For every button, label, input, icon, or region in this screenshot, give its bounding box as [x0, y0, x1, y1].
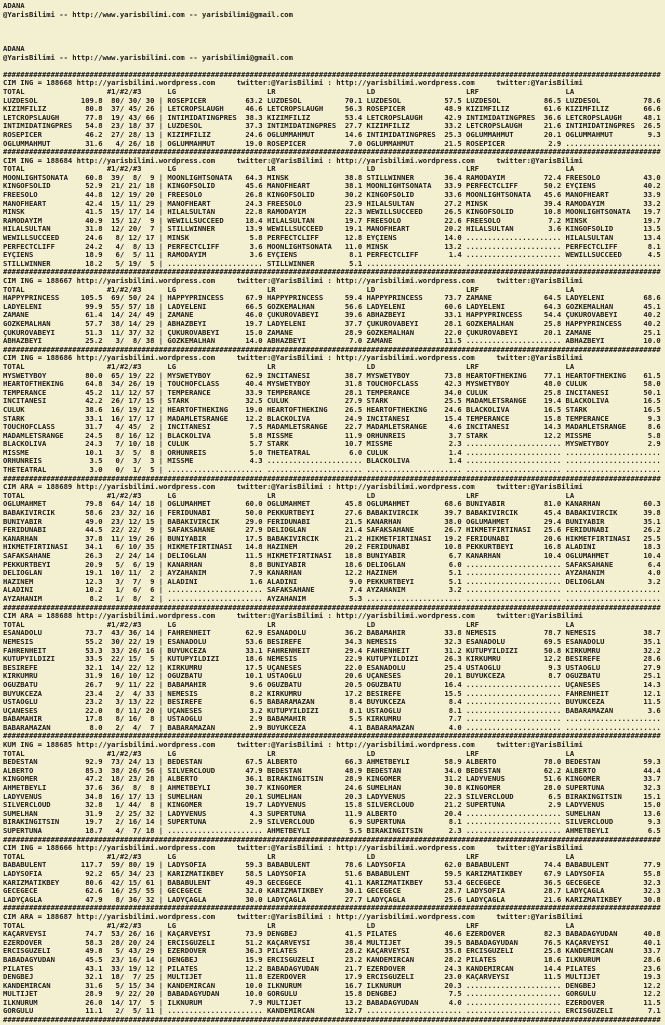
column-header-line: TOTAL #1/#2/#3 LG LR LD LRF LA: [3, 620, 575, 629]
table-row-line: LUZDESOL 109.8 80/ 30/ 30 | ROSEPICER 63.2 LUZDESOL 70.1 LUZDESOL 57.5 LUZDESOL 86.5 LUZDESOL 78.6: [3, 96, 665, 105]
table-row-line: FERIDUNABI 44.5 22/ 22/ 9 | SAFAKSAHANE 27.9 DELIOGLAN 21.4 SAFAKSAHANE 26.7 HIKMETFIRTINASI 25.6 FERIDUNABI 26.2: [3, 526, 665, 535]
table-row-line: SUMELHAN 31.9 2/ 25/ 32 | LADYVENÜS 4.3 SUPERTUNA 11.9 ALBERTO 20.4 ...................... SUMELHAN 13.6: [3, 809, 665, 818]
race-table: [3, 904, 665, 1016]
table-row-line: DENGBEJ 32.1 18/ 7/ 25 | MULTIJET 11.8 EZERDÖVER 17.9 ERCISGÜZELI 23.0 KAÇARVEYSI 11.5 MULTIJET 19.3: [3, 973, 665, 982]
table-row-line: BABABÜLENT 117.7 59/ 80/ 19 | LADYSOFIA 59.3 BABABÜLENT 78.6 LADYSOFIA 62.0 BABABÜLENT 74.4 BABABÜLENT 77.9: [3, 861, 665, 870]
column-header-line: TOTAL #1/#2/#3 LG LR LD LRF LA: [3, 749, 575, 758]
table-row-line: GÖZKEMALHAN 57.7 38/ 14/ 29 | ABHAZBEYI 19.7 LADYELENI 37.7 ÇUKUROVABEYI 28.1 GÖZKEMALHAN 25.8 HAPPYPRINCESS 40.2: [3, 319, 665, 328]
separator-line: ########################################################################################################################################################: [3, 70, 661, 79]
table-row-line: UÇANESES 22.0 8/ 11/ 20 | UÇANESES 3.2 KUTUPYILDIZI 8.1 USTAOGLU 8.1 ...................... BABARAMAZAN 3.6: [3, 706, 665, 715]
table-row-line: BLACKOLIVA 24.3 7/ 10/ 18 | CÜLÜK 5.7 STARK 10.7 MISSME 2.3 ...................... MYSWETYBOY 2.9: [3, 440, 665, 449]
table-row-line: ALBERTO 85.3 38/ 26/ 56 | SILVERCLOUD 47.9 BEDESTAN 48.9 BEDESTAN 34.0 BEDESTAN 62.2 ALBERTO 44.4: [3, 766, 665, 775]
separator-line: ########################################################################################################################################################: [3, 603, 661, 612]
table-row-line: ERCISGÜZELI 49.8 5/ 43/ 29 | EZERDÖVER 36.3 PILATES 28.2 KAÇARVEYSI 35.8 ERCISGÜZELI 25.8 KANDEMIRCAN 33.7: [3, 947, 665, 956]
column-header-line: TOTAL #1/#2/#3 LG LR LD LRF LA: [3, 491, 575, 500]
table-row-line: BABARAMAZAN 8.0 2/ 4/ 7 | BABARAMAZAN 2.9 BÜYÜKCEZA 4.1 BABARAMAZAN 4.0 ...................... ......................: [3, 723, 665, 732]
separator-line: ########################################################################################################################################################: [3, 1016, 661, 1025]
table-row-line: TOUCHOFCLASS 31.7 4/ 45/ 2 | INCITANESI 7.5 MADAMLETSRANGE 22.7 MADAMLETSRANGE 4.6 INCITANESI 14.3 MADAMLETSRANGE 8.6: [3, 423, 665, 432]
separator-line: ########################################################################################################################################################: [3, 148, 661, 157]
tables-container: [3, 71, 665, 1025]
table-row-line: FREESOLO 44.8 12/ 19/ 20 | FREESOLO 26.8 KINGOFSOLID 30.2 KINGOFSOLID 33.6 MOONLIGHTSONATA 45.6 MANOFHEART 33.9: [3, 191, 665, 200]
table-row-line: DELIOGLAN 19.1 10/ 11/ 2 | AYZAHANIM 7.9 KANARHAN 12.2 HAZINEM 5.1 ...................... AYZAHANIM 4.0: [3, 569, 665, 578]
table-row-line: STILLWINNER 18.2 5/ 19/ 5 | ...................... STILLWINNER 5.1 ...................... ...................... ......................: [3, 259, 665, 268]
table-row-line: AYZAHANIM 8.2 1/ 8/ 2 | ...................... AYZAHANIM 5.3 ...................... ...................... ......................: [3, 594, 665, 603]
table-row-line: BABAKIVIRCIK 58.6 23/ 32/ 16 | FERIDUNABI 50.0 PEKKURTBEYI 27.6 BABAKIVIRCIK 39.7 BABAKIVIRCIK 45.4 BABAKIVIRCIK 39.8: [3, 509, 665, 518]
table-row-line: LADYSOFIA 92.2 65/ 34/ 23 | KARIZMATIKBEY 58.5 LADYSOFIA 51.6 BABABÜLENT 59.5 KARIZMATIKBEY 67.9 LADYSOFIA 55.8: [3, 869, 665, 878]
table-row-line: KINGOFSOLID 52.9 21/ 21/ 18 | KINGOFSOLID 45.6 MANOFHEART 38.1 MOONLIGHTSONATA 33.9 PERFECTCLIFF 50.2 EYÇIENS 40.2: [3, 182, 665, 191]
table-row-line: KINGOMER 47.2 18/ 23/ 28 | ALBERTO 36.1 BIRAKINGITSIN 28.9 KINGOMER 31.2 LADYVENÜS 51.6 KINGOMER 33.7: [3, 775, 665, 784]
table-row-line: SILVERCLOUD 32.8 1/ 44/ 8 | KINGOMER 19.7 LADYVENÜS 15.8 SILVERCLOUD 21.2 SUPERTUNA 2.9 LADYVENÜS 15.0: [3, 801, 665, 810]
table-row-line: MANOFHEART 42.4 15/ 11/ 29 | MANOFHEART 24.3 FREESOLO 23.9 HILALSULTAN 27.2 MINSK 39.4 RAMODAYIM 33.2: [3, 199, 665, 208]
table-row-line: HAZINEM 12.3 3/ 7/ 9 | ALADINI 1.6 ALADINI 9.0 PEKKURTBEYI 5.1 ...................... DELIOGLAN 3.2: [3, 577, 665, 586]
separator-line: ########################################################################################################################################################: [3, 835, 661, 844]
table-row-line: PEKKURTBEYI 20.9 5/ 6/ 19 | KANARHAN 8.8 BUNIYABIR 18.6 DELIOGLAN 6.0 ...................... SAFAKSAHANE 6.4: [3, 560, 665, 569]
table-source-line: KUM ING = 188685 http://yarisbilimi.wordpress.com twitter:@YarisBilimi : http://yarisbilimi.wordpress.com twitter:@YarisBilimi: [3, 741, 583, 750]
table-row-line: SUPERTUNA 18.7 4/ 7/ 18 | ...................... AHMETBEYLI 5.5 BIRAKINGITSIN 2.3 ...................... AHMETBEYLI 6.5: [3, 827, 665, 835]
table-source-line: CIM ING = 188668 http://yarisbilimi.wordpress.com twitter:@YarisBilimi : http://yarisbilimi.wordpress.com twitter:@YarisBilimi: [3, 79, 583, 88]
table-row-line: WEWILLSUCCEED 24.6 8/ 12/ 17 | MINSK 5.8 PERFECTCLIFF 12.8 EYÇIENS 14.0 ...................... HILALSULTAN 13.4: [3, 234, 665, 243]
table-row-line: PILATES 43.1 33/ 19/ 12 | PILATES 12.2 BABADAGYUDAN 21.7 EZERDÖVER 24.3 KANDEMIRCAN 14.4 PILATES 23.6: [3, 964, 665, 973]
table-source-line: CIM ING = 188667 http://yarisbilimi.wordpress.com twitter:@YarisBilimi : http://yarisbilimi.wordpress.com twitter:@YarisBilimi: [3, 277, 583, 285]
separator-line: ########################################################################################################################################################: [3, 474, 661, 483]
table-row-line: LETCROPSLAUGH 77.8 19/ 43/ 66 | INTIMIDATINGPRES 38.3 KIZIMFILIZ 53.4 LETCROPSLAUGH 42.9 INTIMIDATINGPRES 36.6 LETCROPSLAUGH 48.1: [3, 113, 665, 122]
column-header-line: TOTAL #1/#2/#3 LG LR LD LRF LA: [3, 165, 575, 174]
race-table: [3, 732, 665, 835]
table-row-line: BÜYÜKCEZA 23.4 2/ 4/ 33 | NEMESIS 8.2 KIRKUMRU 17.2 BESIREFE 15.5 ...................... FAHRENHEIT 12.1: [3, 689, 665, 698]
column-header-line: TOTAL #1/#2/#3 LG LR LD LRF LA: [3, 87, 575, 96]
table-row-line: NEMESIS 55.2 30/ 22/ 19 | ESANADOLU 53.6 BESIREFE 34.3 NEMESIS 32.3 ESANADOLU 69.5 ESANADOLU 35.1: [3, 637, 665, 646]
table-row-line: TEMPERANCE 45.2 11/ 12/ 57 | TEMPERANCE 33.9 TEMPERANCE 28.1 TEMPERANCE 34.0 CÜLÜK 25.8 INCITANESI 50.1: [3, 388, 665, 397]
separator-line: ########################################################################################################################################################: [3, 345, 661, 354]
table-row-line: KIRKUMRU 31.9 16/ 10/ 12 | OGUZBATU 10.1 USTAOGLU 20.6 UÇANESES 20.1 BÜYÜKCEZA 8.7 OGUZBATU 25.1: [3, 672, 665, 681]
column-header-line: TOTAL #1/#2/#3 LG LR LD LRF LA: [3, 285, 575, 294]
table-row-line: AHMETBEYLI 37.6 36/ 8/ 8 | AHMETBEYLI 30.7 KINGOMER 24.6 SUMELHAN 30.8 KINGOMER 28.0 SUPERTUNA 32.3: [3, 784, 665, 793]
table-row-line: EYÇIENS 18.9 6/ 5/ 11 | RAMODAYIM 3.6 EYÇIENS 8.1 PERFECTCLIFF 1.4 ...................... WEWILLSUCCEED 4.5: [3, 251, 665, 260]
table-row-line: ROSEPICER 46.2 27/ 28/ 13 | KIZIMFILIZ 24.6 OGLUMMAHMUT 14.6 INTIMIDATINGPRES 25.3 OGLUMMAHMUT 20.1 OGLUMMAHMUT 9.3: [3, 130, 665, 139]
race-table: [3, 836, 665, 905]
table-row-line: EZERDÖVER 58.3 28/ 20/ 24 | ERCISGÜZELI 51.2 KAÇARVEYSI 38.4 MULTIJET 39.5 BABADAGYUDAN 76.5 KAÇARVEYSI 40.1: [3, 938, 665, 947]
table-row-line: LADYELENI 99.9 55/ 57/ 18 | LADYELENI 66.5 GÖZKEMALHAN 56.6 LADYELENI 60.6 LADYELENI 64.3 GÖZKEMALHAN 45.1: [3, 302, 665, 311]
byline: @YarisBilimi -- http://www.yarisbilimi.com -- yarisbilimi@gmail.com: [3, 53, 293, 62]
race-table: [3, 604, 665, 733]
table-row-line: GÖRGÜLÜ 11.1 2/ 5/ 11 | ...................... KANDEMIRCAN 12.7 ...................... ...................... ERCISGÜZELI 7.1: [3, 1007, 665, 1016]
location-title: ADANA: [3, 2, 25, 10]
table-row-line: BIRAKINGITSIN 19.7 2/ 16/ 14 | SUPERTUNA 2.9 SILVERCLOUD 6.9 SUPERTUNA 8.1 ...................... SILVERCLOUD 9.3: [3, 818, 665, 827]
table-row-line: BEDESTAN 92.9 73/ 24/ 13 | BEDESTAN 67.5 ALBERTO 66.3 AHMETBEYLI 58.9 ALBERTO 78.0 BEDESTAN 59.3: [3, 758, 665, 767]
table-row-line: STARK 33.1 16/ 17/ 17 | MADAMLETSRANGE 12.2 BLACKOLIVA 24.9 INCITANESI 15.4 TEMPERANCE 15.8 TEMPERANCE 9.3: [3, 414, 665, 423]
table-row-line: MISSME 10.1 3/ 5/ 8 | ORHUNREIS 5.0 THETEATRAL 6.0 CÜLÜK 1.4 ...................... ......................: [3, 448, 665, 457]
table-row-line: THETEATRAL 3.0 0/ 1/ 5 | ...................... ...................... ...................... ...................... ......................: [3, 466, 665, 475]
table-row-line: LADYVENÜS 34.8 16/ 17/ 13 | SUMELHAN 20.1 SUMELHAN 20.3 LADYVENÜS 22.3 SILVERCLOUD 6.5 BIRAKINGITSIN 15.1: [3, 792, 665, 801]
table-row-line: MYSWETYBOY 80.0 65/ 19/ 22 | MYSWETYBOY 62.9 INCITANESI 38.7 MYSWETYBOY 73.8 HEARTOFTHEKING 77.1 HEARTOFTHEKING 61.5: [3, 371, 665, 380]
column-header-line: TOTAL #1/#2/#3 LG LR LD LRF LA: [3, 921, 575, 930]
table-row-line: ZAMANE 61.4 14/ 24/ 49 | ZAMANE 46.0 ÇUKUROVABEYI 39.6 ABHAZBEYI 33.1 HAPPYPRINCESS 54.4 ÇUKUROVABEYI 40.2: [3, 311, 665, 320]
table-row-line: BABAMAHIR 17.8 8/ 16/ 8 | USTAOGLU 2.9 BABAMAHIR 5.5 KIRKUMRU 7.7 ...................... ......................: [3, 715, 665, 724]
column-header-line: TOTAL #1/#2/#3 LG LR LD LRF LA: [3, 852, 575, 861]
table-source-line: CIM ARA = 188687 http://yarisbilimi.wordpress.com twitter:@YarisBilimi : http://yarisbilimi.wordpress.com twitter:@YarisBilimi: [3, 912, 583, 921]
table-row-line: ÇUKUROVABEYI 51.3 11/ 37/ 32 | ÇUKUROVABEYI 15.0 ZAMANE 28.9 GÖZKEMALHAN 22.0 ÇUKUROVABEYI 20.1 ZAMANE 25.1: [3, 328, 665, 337]
table-row-line: GECEGECE 62.6 16/ 25/ 55 | GECEGECE 32.0 KARIZMATIKBEY 30.1 GECEGECE 28.7 LADYSOFIA 28.7 LADYÇAGLA 32.3: [3, 887, 665, 896]
table-source-line: CIM ING = 188666 http://yarisbilimi.wordpress.com twitter:@YarisBilimi : http://yarisbilimi.wordpress.com twitter:@YarisBilimi: [3, 844, 583, 853]
table-row-line: MADAMLETSRANGE 24.5 8/ 16/ 12 | BLACKOLIVA 5.8 MISSME 11.9 ORHUNREIS 3.7 STARK 12.2 MISSME 5.8: [3, 431, 665, 440]
table-row-line: ESANADOLU 73.7 43/ 36/ 14 | FAHRENHEIT 62.9 ESANADOLU 36.2 BABAMAHIR 33.8 NEMESIS 78.7 NEMESIS 38.7: [3, 629, 665, 638]
table-row-line: INTIMIDATINGPRES 54.8 23/ 18/ 37 | LUZDESOL 37.3 INTIMIDATINGPRES 27.7 KIZIMFILIZ 33.2 LETCROPSLAUGH 21.6 INTIMIDATINGPRES 26.5: [3, 122, 665, 131]
table-row-line: USTAOGLU 23.2 3/ 13/ 22 | BESIREFE 6.5 BABARAMAZAN 8.4 BÜYÜKCEZA 8.4 ...................... BÜYÜKCEZA 11.5: [3, 698, 665, 707]
table-row-line: CÜLÜK 38.6 16/ 19/ 12 | HEARTOFTHEKING 19.0 HEARTOFTHEKING 26.5 HEARTOFTHEKING 24.6 BLACKOLIVA 16.5 STARK 16.5: [3, 405, 665, 414]
table-row-line: HIKMETFIRTINASI 34.1 6/ 10/ 35 | HIKMETFIRTINASI 14.8 HAZINEM 20.2 FERIDUNABI 10.8 PEKKURTBEYI 16.8 ALADINI 18.3: [3, 543, 665, 552]
table-row-line: HILALSULTAN 31.8 12/ 20/ 7 | STILLWINNER 13.9 WEWILLSUCCEED 19.1 MANOFHEART 20.2 HILALSULTAN 3.6 KINGOFSOLID 13.5: [3, 225, 665, 234]
table-row-line: OGLUMMAHMUT 31.6 4/ 26/ 18 | OGLUMMAHMUT 19.0 ROSEPICER 7.0 OGLUMMAHMUT 21.5 ROSEPICER 2.9 ......................: [3, 139, 665, 148]
race-table: [3, 346, 665, 475]
table-row-line: HEARTOFTHEKING 64.8 34/ 26/ 19 | TOUCHOFCLASS 40.4 MYSWETYBOY 31.8 TOUCHOFCLASS 42.3 MYSWETYBOY 48.0 CÜLÜK 58.0: [3, 380, 665, 389]
table-source-line: CIM ARA = 188688 http://yarisbilimi.wordpress.com twitter:@YarisBilimi : http://yarisbilimi.wordpress.com twitter:@YarisBilimi: [3, 612, 583, 621]
table-row-line: KARIZMATIKBEY 80.6 42/ 15/ 61 | BABABÜLENT 49.3 GECEGECE 41.1 KARIZMATIKBEY 53.4 GECEGECE 36.5 GECEGECE 32.3: [3, 878, 665, 887]
byline: @YarisBilimi -- http://www.yarisbilimi.com -- yarisbilimi@gmail.com: [3, 10, 293, 19]
table-row-line: ILKNURUM 26.0 14/ 17/ 5 | ILKNURUM 7.9 MULTIJET 13.2 BABADAGYUDAN 4.0 ...................... EZERDÖVER 11.5: [3, 998, 665, 1007]
separator-line: ########################################################################################################################################################: [3, 268, 661, 277]
table-source-line: CIM ARA = 188689 http://yarisbilimi.wordpress.com twitter:@YarisBilimi : http://yarisbilimi.wordpress.com twitter:@YarisBilimi: [3, 483, 583, 492]
blank-line: [3, 28, 665, 37]
table-row-line: KAÇARVEYSI 74.7 53/ 26/ 16 | KAÇARVEYSI 73.9 DENGBEJ 41.5 PILATES 46.6 EZERDÖVER 82.3 BABADAGYUDAN 40.8: [3, 930, 665, 939]
blank-line: [3, 36, 665, 45]
race-table: [3, 71, 665, 148]
table-row-line: LADYÇAGLA 47.9 8/ 36/ 32 | LADYÇAGLA 30.0 LADYÇAGLA 27.7 LADYÇAGLA 25.6 LADYÇAGLA 21.6 KARIZMATIKBEY 30.8: [3, 895, 665, 904]
table-row-line: MINSK 41.5 15/ 17/ 14 | HILALSULTAN 22.8 RAMODAYIM 22.3 WEWILLSUCCEED 26.5 KINGOFSOLID 10.8 MOONLIGHTSONATA 19.7: [3, 208, 665, 217]
table-row-line: ABHAZBEYI 25.2 3/ 8/ 38 | GÖZKEMALHAN 14.0 ABHAZBEYI 7.0 ZAMANE 11.5 ...................... ABHAZBEYI 10.0: [3, 337, 665, 346]
race-table: [3, 268, 665, 345]
table-row-line: BABADAGYUDAN 45.5 23/ 16/ 14 | DENGBEJ 15.9 ERCISGÜZELI 23.2 KANDEMIRCAN 28.2 PILATES 18.6 ILKNURUM 28.6: [3, 955, 665, 964]
separator-line: ########################################################################################################################################################: [3, 732, 661, 741]
table-row-line: PERFECTCLIFF 24.2 4/ 8/ 13 | PERFECTCLIFF 3.6 MOONLIGHTSONATA 11.0 MINSK 13.2 ...................... PERFECTCLIFF 8.1: [3, 242, 665, 251]
table-row-line: FAHRENHEIT 53.3 33/ 26/ 16 | BÜYÜKCEZA 33.1 FAHRENHEIT 29.4 FAHRENHEIT 31.2 KUTUPYILDIZI 50.8 KIRKUMRU 32.2: [3, 646, 665, 655]
blank-line: [3, 19, 665, 28]
table-row-line: OGUZBATU 26.7 9/ 11/ 22 | BABAMAHIR 9.6 OGUZBATU 20.5 OGUZBATU 16.4 ...................... UÇANESES 14.3: [3, 680, 665, 689]
column-header-line: TOTAL #1/#2/#3 LG LR LD LRF LA: [3, 362, 575, 371]
table-row-line: KANARHAN 37.8 11/ 19/ 26 | BUNIYABIR 17.5 BABAKIVIRCIK 21.2 HIKMETFIRTINASI 19.2 FERIDUNABI 20.6 HIKMETFIRTINASI 25.5: [3, 534, 665, 543]
table-row-line: MOONLIGHTSONATA 60.8 39/ 8/ 9 | MOONLIGHTSONATA 64.3 MINSK 38.8 STILLWINNER 36.4 RAMODAYIM 72.4 FREESOLO 43.0: [3, 173, 665, 182]
race-table: [3, 148, 665, 268]
separator-line: ########################################################################################################################################################: [3, 904, 661, 913]
table-row-line: KUTUPYILDIZI 33.5 22/ 15/ 5 | KUTUPYILDIZI 18.6 NEMESIS 22.9 KUTUPYILDIZI 26.3 KIRKUMRU 12.2 BESIREFE 28.6: [3, 655, 665, 664]
table-row-line: BUNIYABIR 49.0 23/ 12/ 15 | BABAKIVIRCIK 29.0 FERIDUNABI 21.5 KANARHAN 38.0 OGLUMAHMET 29.4 BUNIYABIR 35.1: [3, 517, 665, 526]
location-title: ADANA: [3, 44, 25, 53]
table-row-line: ALADINI 10.2 1/ 6/ 6 | ...................... SAFAKSAHANE 7.4 AYZAHANIM 3.2 ...................... ......................: [3, 586, 665, 595]
table-row-line: KANDEMIRCAN 31.6 5/ 15/ 34 | KANDEMIRCAN 10.0 ILKNURUM 16.7 ILKNURUM 20.3 ...................... DENGBEJ 12.2: [3, 981, 665, 990]
table-source-line: CIM ING = 188686 http://yarisbilimi.wordpress.com twitter:@YarisBilimi : http://yarisbilimi.wordpress.com twitter:@YarisBilimi: [3, 354, 583, 363]
table-row-line: OGLUMAHMET 79.8 64/ 14/ 18 | OGLUMAHMET 60.0 OGLUMAHMET 45.8 OGLUMAHMET 68.6 BUNIYABIR 81.0 KANARHAN 60.3: [3, 500, 665, 509]
table-row-line: RAMODAYIM 40.9 15/ 12/ 9 | WEWILLSUCCEED 18.4 HILALSULTAN 19.7 FREESOLO 22.6 FREESOLO 7.2 MINSK 19.7: [3, 216, 665, 225]
table-source-line: CIM ING = 188684 http://yarisbilimi.wordpress.com twitter:@YarisBilimi : http://yarisbilimi.wordpress.com twitter:@YarisBilimi: [3, 156, 583, 165]
table-row-line: SAFAKSAHANE 26.3 2/ 24/ 14 | DELIOGLAN 11.5 HIKMETFIRTINASI 18.8 BUNIYABIR 6.7 KANARHAN 10.4 OGLUMAHMET 10.4: [3, 552, 665, 560]
table-row-line: BESIREFE 32.1 14/ 22/ 12 | KIRKUMRU 17.5 UÇANESES 22.0 ESANADOLU 25.4 USTAOGLU 9.3 USTAOGLU 27.9: [3, 663, 665, 672]
table-row-line: MULTIJET 28.9 9/ 22/ 20 | BABADAGYUDAN 10.0 GÖRGÜLÜ 15.8 DENGBEJ 7.5 ...................... GÖRGÜLÜ 12.2: [3, 990, 665, 999]
table-row-line: KIZIMFILIZ 80.8 37/ 45/ 26 | LETCROPSLAUGH 46.6 LETCROPSLAUGH 56.3 ROSEPICER 48.9 KIZIMFILIZ 61.6 KIZIMFILIZ 66.6: [3, 105, 665, 114]
blank-line: [3, 62, 665, 71]
table-row-line: INCITANESI 42.2 26/ 17/ 15 | STARK 32.5 CÜLÜK 27.9 STARK 25.5 MADAMLETSRANGE 19.4 BLACKOLIVA 16.5: [3, 397, 665, 406]
race-table: [3, 475, 665, 604]
table-row-line: HAPPYPRINCESS 105.5 69/ 50/ 24 | HAPPYPRINCESS 67.9 HAPPYPRINCESS 59.4 HAPPYPRINCESS 73.7 ZAMANE 64.5 LADYELENI 68.6: [3, 294, 665, 303]
table-row-line: ORHUNREIS 3.5 0/ 3/ 3 | MISSME 4.3 ...................... BLACKOLIVA 1.4 ...................... ......................: [3, 457, 665, 466]
